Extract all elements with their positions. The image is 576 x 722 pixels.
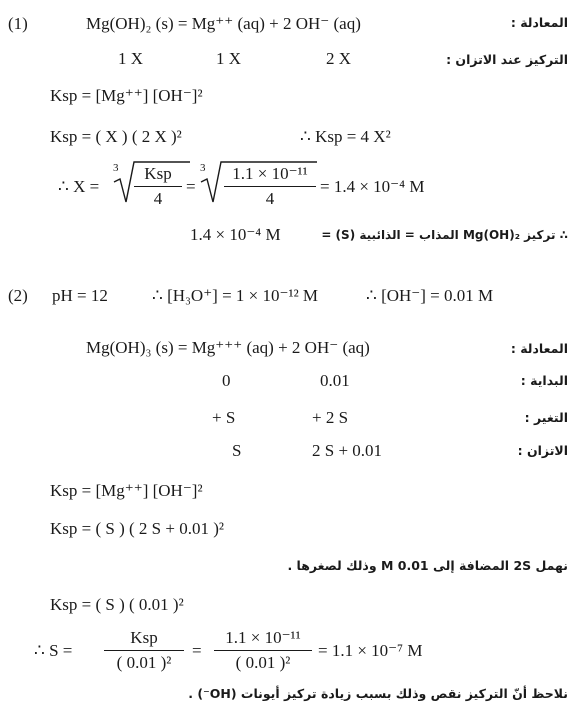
- equil-mg: S: [232, 441, 242, 460]
- solubility-value-1: 1.4 × 10⁻⁴ M: [190, 225, 281, 244]
- problem-1-number: (1): [8, 14, 28, 33]
- conc-mg: 1 X: [118, 49, 144, 68]
- equation-1: Mg(OH)₂ (s) = Mg⁺⁺ (aq) + 2 OH⁻ (aq): [86, 14, 361, 33]
- equil-oh: 2 S + 0.01: [312, 441, 383, 460]
- start-oh: 0.01: [320, 371, 350, 390]
- problem-2-number: (2): [8, 286, 28, 305]
- solubility-statement-1: ∴ تركيز Mg(OH)₂ المذاب = الذائبية (S) =: [321, 228, 568, 242]
- label-equilibrium: الاتزان :: [517, 443, 568, 458]
- fraction-value-over-001sq: [214, 628, 312, 672]
- label-change: التغير :: [524, 410, 568, 425]
- h3o-concentration: ∴ [H₃O⁺] = 1 × 10⁻¹² M: [152, 286, 319, 305]
- ph-value: pH = 12: [52, 286, 108, 305]
- conc-mg2: 1 X: [216, 49, 242, 68]
- oh-concentration: ∴ [OH⁻] = 0.01 M: [366, 286, 494, 305]
- fraction-bar: [214, 650, 312, 651]
- label-equation-1: المعادلة :: [510, 15, 568, 30]
- s-solution-lhs: ∴ S =: [34, 641, 73, 660]
- fraction-numerator: Ksp: [130, 628, 158, 647]
- equation-2: Mg(OH)₃ (s) = Mg⁺⁺⁺ (aq) + 2 OH⁻ (aq): [86, 338, 370, 357]
- fraction-value-over-4: [224, 164, 316, 208]
- ksp-simplified-1: ∴ Ksp = 4 X²: [300, 127, 391, 146]
- conclusion-note: نلاحظ أنّ التركيز نقص وذلك بسبب زيادة تركيز أيونات (OH⁻) .: [188, 686, 568, 701]
- equals-sign-1: =: [186, 177, 196, 196]
- x-solution-rhs: = 1.4 × 10⁻⁴ M: [320, 177, 425, 196]
- start-mg: 0: [222, 371, 231, 390]
- ksp-simplified-2: Ksp = ( S ) ( 0.01 )²: [50, 595, 184, 614]
- fraction-bar: [134, 186, 182, 187]
- fraction-denominator: 4: [265, 188, 275, 208]
- fraction-bar: [104, 650, 184, 651]
- s-solution-rhs: = 1.1 × 10⁻⁷ M: [318, 641, 423, 660]
- fraction-numerator: 1.1 × 10⁻¹¹: [225, 628, 301, 647]
- fraction-numerator: 1.1 × 10⁻¹¹: [232, 164, 308, 183]
- neglect-note: نهمل 2S المضافة إلى 0.01 M وذلك لصغرها .: [287, 558, 568, 573]
- fraction-denominator: ( 0.01 )²: [235, 652, 291, 672]
- fraction-ksp-over-4: [134, 164, 182, 208]
- ksp-substitution-2: Ksp = ( S ) ( 2 S + 0.01 )²: [50, 519, 224, 538]
- fraction-ksp-over-001sq: [104, 628, 184, 672]
- change-mg: + S: [212, 408, 236, 427]
- ksp-expression-1: Ksp = [Mg⁺⁺] [OH⁻]²: [50, 86, 203, 105]
- ksp-expression-2: Ksp = [Mg⁺⁺] [OH⁻]²: [50, 481, 203, 500]
- change-oh: + 2 S: [312, 408, 349, 427]
- conc-oh: 2 X: [326, 49, 352, 68]
- label-equilibrium-concentration: التركيز عند الاتزان :: [446, 52, 568, 67]
- fraction-bar: [224, 186, 316, 187]
- cube-root-index-2: 3: [200, 162, 206, 174]
- equals-sign-2: =: [192, 641, 202, 660]
- fraction-denominator: ( 0.01 )²: [116, 652, 172, 672]
- x-solution-lhs: ∴ X =: [58, 177, 100, 196]
- label-equation-2: المعادلة :: [510, 341, 568, 356]
- ksp-substitution-1: Ksp = ( X ) ( 2 X )²: [50, 127, 182, 146]
- label-start: البداية :: [520, 373, 568, 388]
- fraction-numerator: Ksp: [144, 164, 172, 183]
- cube-root-index-1: 3: [113, 162, 119, 174]
- fraction-denominator: 4: [153, 188, 163, 208]
